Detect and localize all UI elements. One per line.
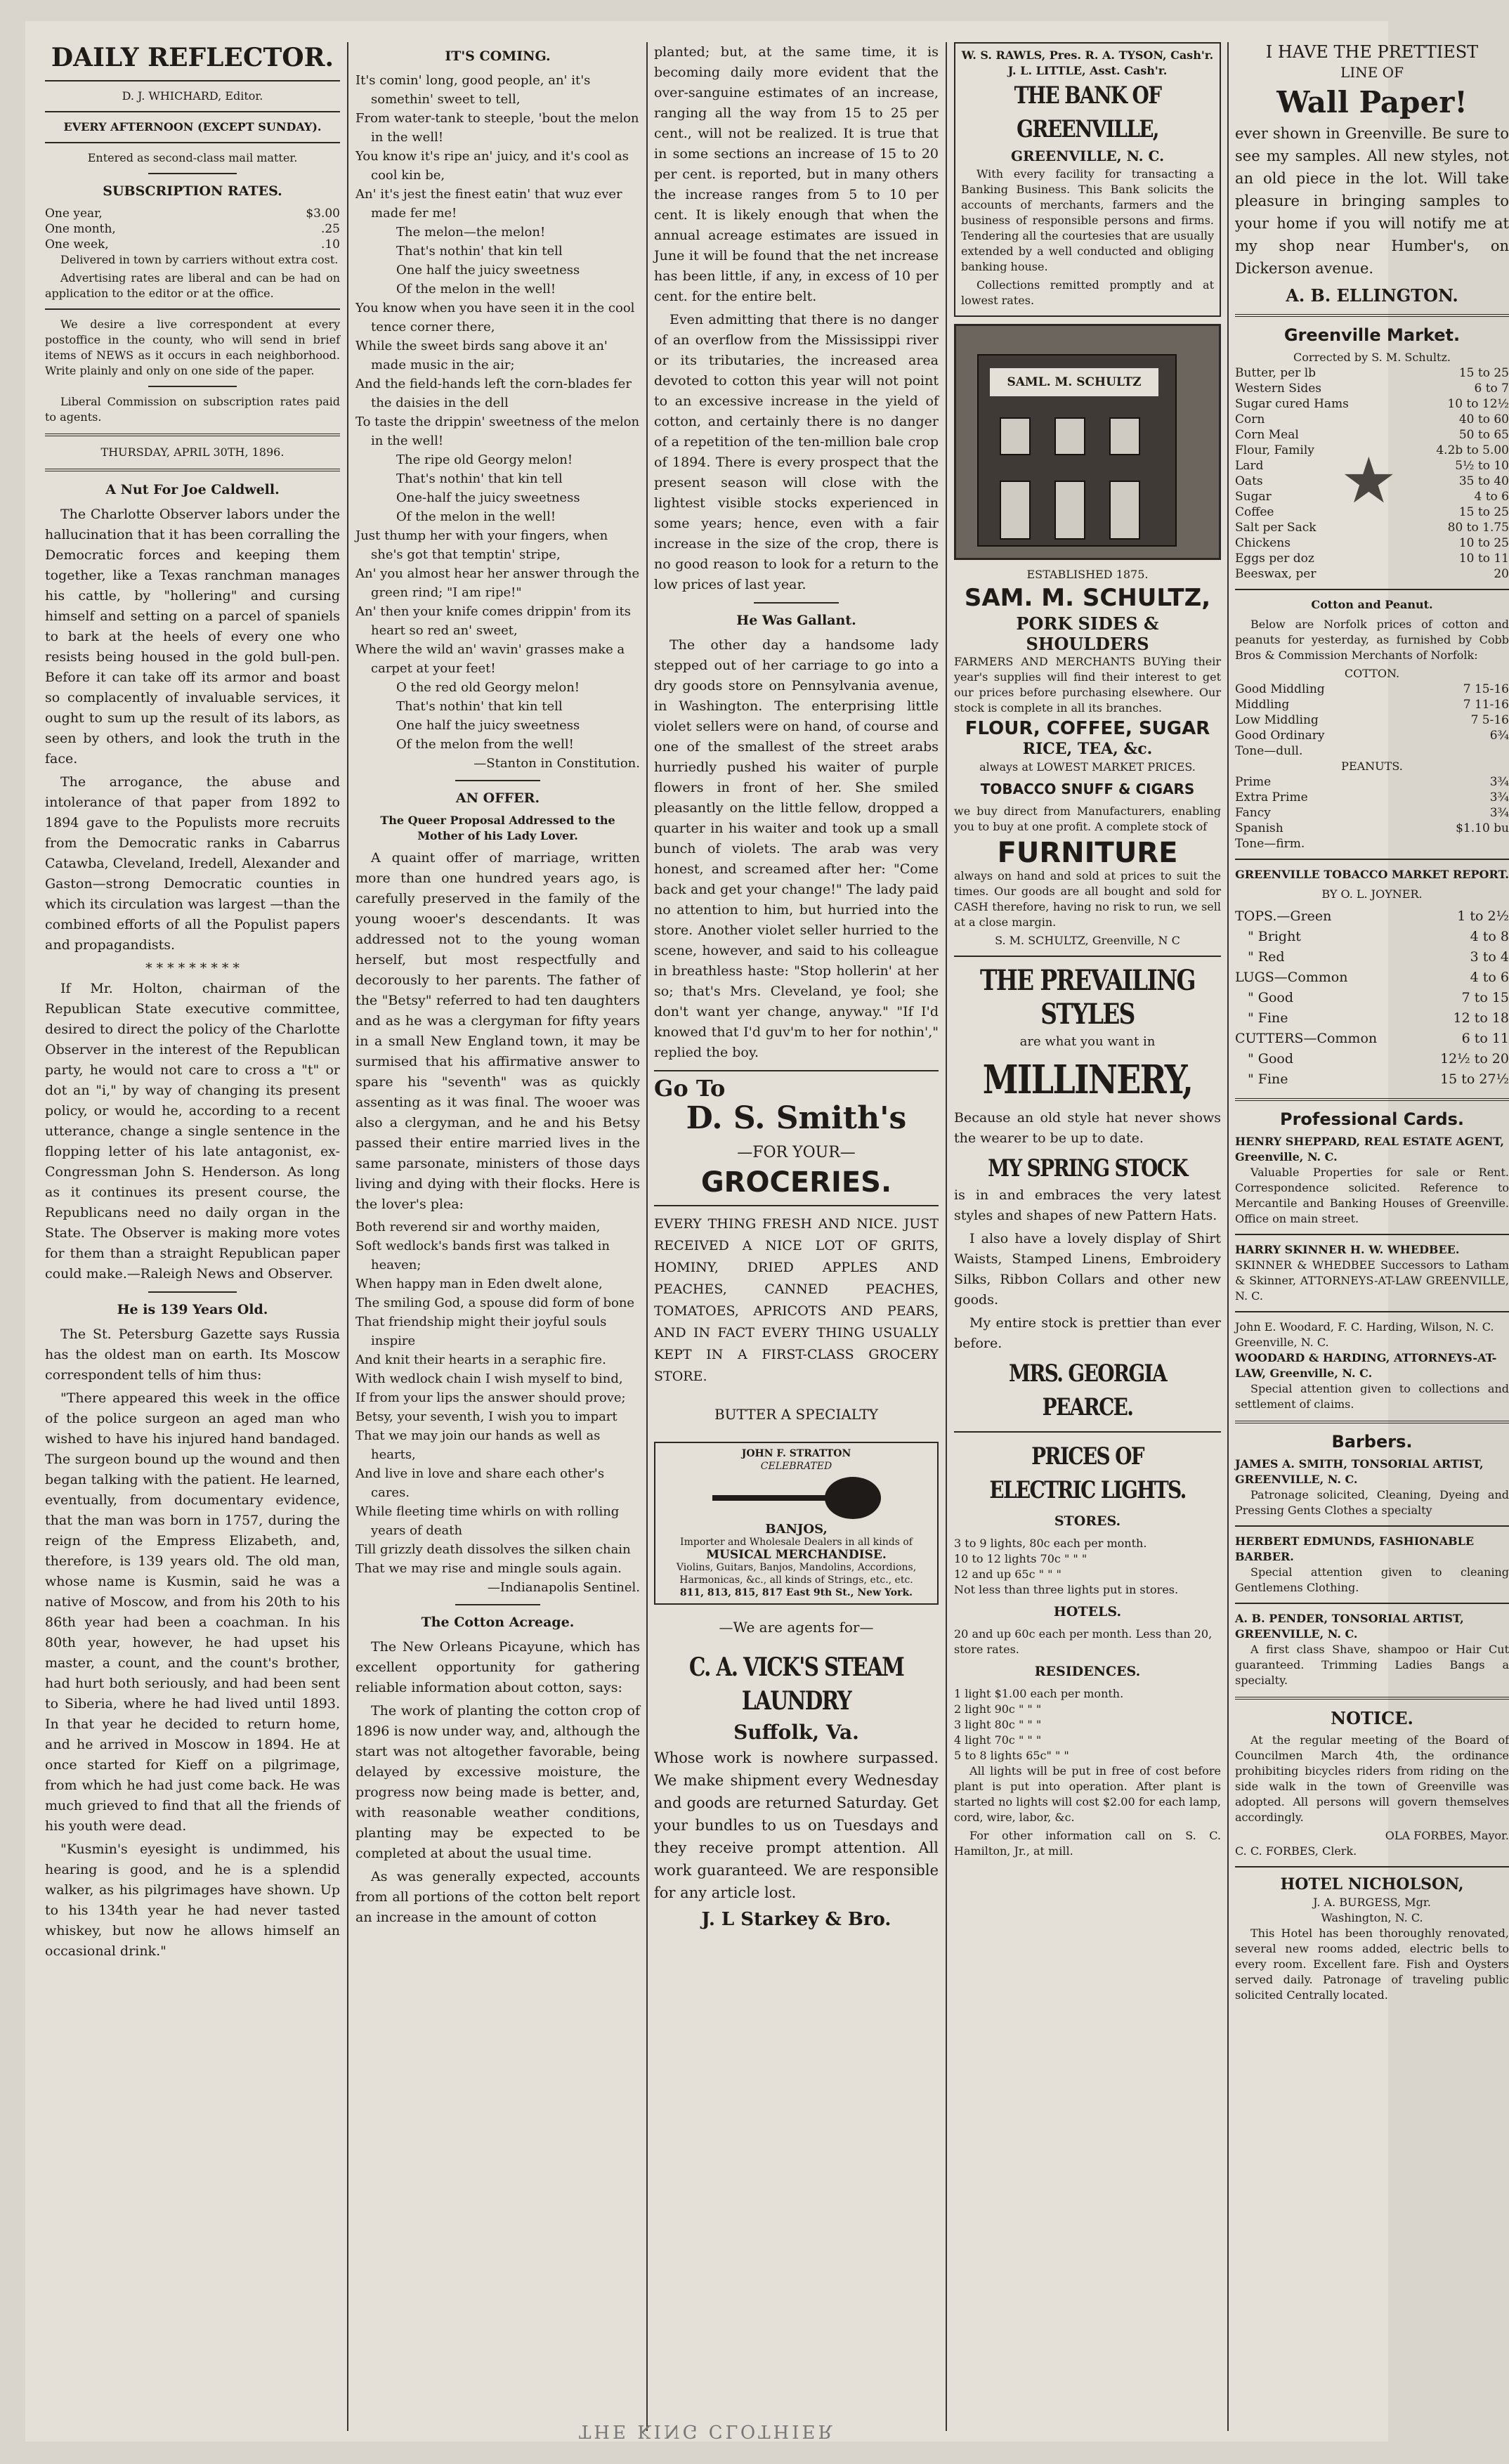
column-rule [1227, 42, 1229, 2431]
article-paragraph: Even admitting that there is no danger of an overflow from the Mississippi river or its tributaries, the increased area devoted to cotton this year will not point to an excessive increase in the yield of cotton, and certainly there is no danger of a repetition of the ten-million bale crop of 1894. There is every prospect that the present season will close with the lightest visible stocks experienced in some years; hence, even with a fair increase in the size of the crop, there is no good reason to look for a return to the low prices of last year. [654, 312, 939, 592]
article-paragraph: "There appeared this week in the office of the police surgeon an aged man who wished to have his injured hand bandaged. The surgeon bound up the wound and then began talking with the patient. He learned, eventually, from documentary evidence, that the man was born in 1757, during the reign of the Empress Elizabeth, and, therefore, is 139 years old. The old man, whose name is Kusmin, said he was a native of Moscow, and from his 20th to his 86th year had been a coachman. In his 80th year, however, he had upset his master, a count, and the count's brother, had hurt both seriously, and had been sent to Siberia, where he had lived until 1893. In that year he decided to return home, and he arrived in Moscow in 1894. He at once started for Kieff on a pilgrimage, from which he had just come back. He was much grieved to find that all the friends of his youth were dead. [45, 1390, 340, 1834]
display-text: I also have a lovely display of Shirt Waists, Stamped Linens, Embroidery Silks, Ribbon Collars and other new goods. [954, 1231, 1221, 1308]
edmunds-card: HERBERT EDMUNDS, FASHIONABLE BARBER. [1235, 1534, 1475, 1563]
table-row: Extra Prime 3¾ [1235, 790, 1509, 804]
res-line: 5 to 8 lights 65c" " " [954, 1749, 1069, 1762]
prof-cards-title: Professional Cards. [1279, 1109, 1464, 1129]
article-paragraph: A quaint offer of marriage, written more than one hundred years ago, is carefully preserved in the family of the young wooer's descendants. It was addressed not to the young woman herself, but most respectfully and decorously to her parents. The father of the "Betsy" referred to had ten daughters and as he was a clergyman for fifty years in a small New England town, it may be surmised that his affirmative answer to spare his "seventh" was as quickly assenting as it was final. The wooer was also a clergyman, and he and his Betsy passed their entire married lives in the same parsonate, ministers of those days living and dying with their flocks. Here is the lover's plea: [355, 850, 640, 1212]
table-row: Low Middling 7 5-16 [1235, 713, 1509, 727]
rate-row: One week, .10 [45, 237, 340, 252]
table-row: Eggs per doz 10 to 11 [1235, 552, 1509, 566]
schedule-line: EVERY AFTERNOON (EXCEPT SUNDAY). [63, 120, 322, 133]
table-row: LUGS—Common 4 to 6 [1235, 970, 1509, 985]
article-paragraph: As was generally expected, accounts from all portions of the cotton belt report an increase in the amount of cotton [355, 1869, 640, 1925]
article-paragraph: The other day a handsome lady stepped out of her carriage to go into a dry goods store on Pennsylvania avenue, in Washington. The enterprising little violet sellers were on hand, of course and one of the smallest of the street arabs hurriedly pushed his waiter of purple flowers in front of her. She smiled pleasantly on the little fellow, dropped a quarter in his waiter and took up a small bunch of violets. The arab was very honest, and screamed after her: "Come back and get your change!" The lady paid no attention to him, but hurried into the store. Another violet seller hurried to the scene, however, and said to his colleague in breathless haste: "Stop hollerin' at her so; that's Mrs. Cleveland, ye fool; she don't want yer change, anyway." "If I'd knowed that I'd guv'm to her for nothin'," replied the boy. [654, 637, 939, 1060]
article-paragraph: If Mr. Holton, chairman of the Republican State executive committee, desired to direct the policy of the Charlotte Observer in the interest of the Republican party, he would not care to cross a "t" or dot an "i," by way of changing its present policy, or would he, according to a recent utterance, change a single sentence in the flopping letter of his late antagonist, ex-Congressman John S. Henderson. As long as it continues its present course, the Republicans need no daily organ in the State. The Observer is making more votes for them than a straight Republican paper could make.—Raleigh News and Observer. [45, 981, 340, 1282]
cotton-heading: COTTON. [1344, 667, 1400, 680]
newspaper-page [25, 21, 1509, 2442]
bank-name: THE BANK OF GREENVILLE, [1014, 82, 1161, 143]
hotels-heading: HOTELS. [1053, 1604, 1122, 1619]
suffolk: Suffolk, Va. [733, 1721, 859, 1744]
ad-groceries: GROCERIES. [700, 1166, 892, 1199]
table-row: Butter, per lb 15 to 25 [1235, 366, 1509, 380]
entered-line: Entered as second-class mail matter. [87, 151, 298, 164]
pork-line: PORK SIDES & SHOULDERS [1016, 613, 1159, 654]
table-row: Sugar 4 to 6 [1235, 490, 1509, 504]
wallpaper-text: ever shown in Greenville. Be sure to see my samples. All new styles, not an old piece in the lot. Will take pleasure in bringing samples to your home if you will notify me at my shop near Humber's, on Dickerson avenue. [1235, 125, 1509, 277]
column-5 [1235, 42, 1509, 2438]
pender-text: A first class Shave, shampoo or Hair Cut guaranteed. Trimming Ladies Bangs a specialty. [1235, 1643, 1509, 1687]
sheppard-text: Valuable Properties for sale or Rent. Correspondence solicited. Reference to Mercantile and Banking Houses of Greenville. Office on main street. [1235, 1166, 1509, 1225]
clerk: C. C. FORBES, Clerk. [1235, 1844, 1357, 1858]
banjo-ad: JOHN F. STRATTON CELEBRATED BANJOS, Importer and Wholesale Dealers in all kinds of MUSICAL MERCHANDISE. Violins, Guitars, Banjos, Mandolins, Accordions, Harmonicas, &c., all kinds of Strings, etc., etc. 811, 813, 815, 817 East 9th St., New York. [654, 1442, 939, 1605]
peanuts-table [1235, 774, 1509, 852]
spring-heading: MY SPRING STOCK [988, 1154, 1187, 1182]
hotel-mgr: J. A. BURGESS, Mgr. [1313, 1896, 1431, 1909]
article-paragraph: planted; but, at the same time, it is becoming daily more evident that the over-sanguine estimates of an increase, ranging all the way from 15 to 25 per cent., will not be realized. It is true that in some sections an increase of 15 to 20 per cent. is reported, but in many others the increase ranges from 5 to 10 per cent. It is likely enough that when the annual acreage estimates are issued in June it will be found that the net increase has been little, if any, in excess of 10 per cent. for the entire belt. [654, 44, 939, 304]
issue-date: THURSDAY, APRIL 30TH, 1896. [100, 445, 285, 459]
res-text: All lights will be put in free of cost before plant is put into operation. After plant is started no lights will cost $2.00 for each lamp, cord, wire, labor, &c. [954, 1764, 1221, 1824]
butter-specialty: BUTTER A SPECIALTY [714, 1406, 879, 1423]
table-row: CUTTERS—Common 6 to 11 [1235, 1031, 1509, 1046]
column-rule [946, 42, 947, 2431]
poem-title: IT'S COMING. [445, 48, 551, 64]
table-row: Tone—dull. [1235, 744, 1303, 758]
liberal-text: Liberal Commission on subscription rates paid to agents. [45, 395, 340, 424]
article-title: He is 139 Years Old. [117, 1302, 268, 1317]
table-row: TOPS.—Green 1 to 2½ [1235, 908, 1509, 924]
article-title: AN OFFER. [455, 790, 540, 806]
schultz-text: FARMERS AND MERCHANTS BUYing their year's supplies will find their interest to get our prices before purchasing elsewhere. Our stock is complete in all its branches. [954, 655, 1221, 715]
notice-text: At the regular meeting of the Board of Councilmen March 4th, the ordinance prohibiting bicycles riders from riding on the side walk in the town of Greenville was adopted. All persons will govern themselves accordingly. [1235, 1733, 1509, 1824]
vick-laundry: C. A. VICK'S STEAM LAUNDRY [688, 1653, 904, 1716]
line-of: LINE OF [1340, 64, 1404, 81]
smith-card: JAMES A. SMITH, TONSORIAL ARTIST, GREENVILLE, N. C. [1235, 1457, 1484, 1486]
res-line: 2 light 90c " " " [954, 1702, 1042, 1716]
skinner-text: SKINNER & WHEDBEE Successors to Latham & Skinner, ATTORNEYS-AT-LAW GREENVILLE, N. C. [1235, 1258, 1509, 1303]
hotel-name: HOTEL NICHOLSON, [1280, 1875, 1464, 1893]
table-row: Corn Meal 50 to 65 [1235, 428, 1509, 442]
table-row: " Good 7 to 15 [1248, 990, 1509, 1005]
correspondent-text: We desire a live correspondent at every postoffice in the county, who will send in brief items of NEWS as it occurs in each neighborhood. Write plainly and only on one side of the paper. [45, 318, 340, 377]
article-subtitle: The Queer Proposal Addressed to the Mother of his Lady Lover. [380, 814, 615, 842]
poem: It's comin' long, good people, an' it's somethin' sweet to tell, From water-tank to steeple, 'bout the melon in the well! You know it's ripe an' juicy, and it's cool as cool kin be, An' it's jest the finest eatin' that wuz ever made fer me! The melon—the melon! That's nothin' that kin tell One half the juicy sweetness Of the melon in the well! You know when you have seen it in the cool tence corner there, While the sweet birds sang above it an' made music in the air; And the field-hands left the corn-blades fer the daisies in the dell To taste the drippin' sweetness of the melon in the well! The ripe old Georgy melon! That's nothin' that kin tell One-half the juicy sweetness Of the melon in the well! Just thump her with your fingers, when she's got that temptin' stripe, An' you almost hear her answer through the green rind; "I am ripe!" An' then your knife comes drippin' from its heart so red an' sweet, Where the wild an' wavin' grasses make a carpet at your feet! O the red old Georgy melon! That's nothin' that kin tell One half the juicy sweetness Of the melon from the well! —Stanton in Constitution. [355, 73, 640, 771]
table-row: " Red 3 to 4 [1248, 949, 1509, 965]
delivered-text: Delivered in town by carriers without extra cost. [60, 253, 339, 266]
table-row: Good Ordinary 6¾ [1235, 729, 1509, 743]
starkey: J. L Starkey & Bro. [701, 1909, 891, 1930]
woodard-text: Special attention given to collections and settlement of claims. [1235, 1382, 1509, 1411]
ellington: A. B. ELLINGTON. [1286, 285, 1458, 306]
table-row: Western Sides 6 to 7 [1235, 382, 1509, 396]
hotel-city: Washington, N. C. [1321, 1911, 1423, 1924]
table-row: Beeswax, per 20 [1235, 567, 1509, 581]
table-row: Lard 5½ to 10 [1235, 459, 1509, 473]
established: ESTABLISHED 1875. [1026, 568, 1149, 581]
stores-heading: STORES. [1054, 1513, 1121, 1529]
article-title: He Was Gallant. [736, 613, 856, 628]
bleed-through-text: THE KING CLOTHIER [578, 2420, 835, 2442]
market-title: Greenville Market. [1283, 325, 1461, 345]
table-row: Coffee 15 to 25 [1235, 505, 1509, 519]
store-sign: SAML. M. SCHULTZ [990, 368, 1158, 396]
schultz-sig: S. M. SCHULTZ, Greenville, N C [995, 934, 1180, 947]
woodard-card: John E. Woodard, F. C. Harding, Wilson, N. C. Greenville, N. C. [1235, 1320, 1494, 1349]
notice-title: NOTICE. [1331, 1708, 1413, 1728]
table-row: " Good 12½ to 20 [1248, 1051, 1509, 1067]
table-row: Oats 35 to 40 [1235, 474, 1509, 488]
article-paragraph: "Kusmin's eyesight is undimmed, his hearing is good, and he is a splendid walker, as his pilgrimages have shown. Up to his 134th year he had never tasted whiskey, but now he allows himself an occasional drink." [45, 1842, 340, 1959]
article-paragraph: The St. Petersburg Gazette says Russia has the oldest man on earth. Its Moscow correspondent tells of him thus: [45, 1326, 340, 1383]
hotel-text: This Hotel has been thoroughly renovated, several new rooms added, electric bells to every room. Excellent fare. Fish and Oysters served daily. Patronage of traveling public solicited Centrally located. [1235, 1927, 1509, 2002]
article-paragraph: The New Orleans Picayune, which has excellent opportunity for gathering reliable information about cotton, says: [355, 1639, 640, 1695]
pearce-name: MRS. GEORGIA PEARCE. [1009, 1360, 1166, 1421]
spring-text: is in and embraces the very latest styles and shapes of new Pattern Hats. [954, 1187, 1221, 1223]
table-row: Middling 7 11-16 [1235, 698, 1509, 712]
ad-for-your: —FOR YOUR— [737, 1144, 856, 1161]
stores-line: 12 and up 65c " " " [954, 1567, 1061, 1581]
editor-line: D. J. WHICHARD, Editor. [122, 89, 263, 103]
res-line: 1 light $1.00 each per month. [954, 1687, 1124, 1700]
schultz-name: SAM. M. SCHULTZ, [964, 584, 1211, 612]
electric-heading: PRICES OF ELECTRIC LIGHTS. [989, 1442, 1186, 1504]
millinery-heading: MILLINERY, [982, 1057, 1193, 1103]
article-title: A Nut For Joe Caldwell. [105, 482, 280, 497]
prettier-text: My entire stock is prettier than ever before. [954, 1315, 1221, 1351]
table-row: " Fine 15 to 27½ [1248, 1071, 1509, 1087]
cotton-table [1235, 682, 1509, 759]
rate-row: One year, $3.00 [45, 207, 340, 221]
skinner-card: HARRY SKINNER H. W. WHEDBEE. [1235, 1243, 1460, 1256]
lover-poem: Both reverend sir and worthy maiden, Soft wedlock's bands first was talked in heaven; When happy man in Eden dwelt alone, The smiling God, a spouse did form of bone That friendship might their joyful souls inspire And knit their hearts in a seraphic fire. With wedlock chain I wish myself to bind, If from your lips the answer should prove; Betsy, your seventh, I wish you to impart That we may join our hands as well as hearts, And live in love and share each other's cares. While fleeting time whirls on with rolling years of death Till grizzly death dissolves the silken chain That we may rise and mingle souls again. —Indianapolis Sentinel. [355, 1220, 640, 1595]
star-icon: ★ [1340, 444, 1397, 518]
ad-goto: Go To [654, 1075, 726, 1102]
barbers-title: Barbers. [1331, 1432, 1413, 1452]
woodard-name: WOODARD & HARDING, ATTORNEYS-AT-LAW, Greenville, N. C. [1235, 1351, 1497, 1380]
stars-divider: * * * * * * * * * [145, 960, 240, 976]
table-row: Corn 40 to 60 [1235, 412, 1509, 426]
masthead: DAILY REFLECTOR. [51, 43, 334, 72]
column-3 [654, 42, 939, 2438]
table-row: " Bright 4 to 8 [1248, 929, 1509, 944]
peanuts-heading: PEANUTS. [1341, 760, 1403, 773]
banjo-icon [705, 1477, 888, 1519]
buy-direct: we buy direct from Manufacturers, enabling you to buy at one profit. A complete stock of [954, 804, 1221, 833]
styles-heading: THE PREVAILING STYLES [980, 964, 1195, 1031]
wallpaper-heading: Wall Paper! [1276, 85, 1468, 119]
laundry-text: Whose work is nowhere surpassed. We make shipment every Wednesday and goods are returned Saturday. Get your bundles to us on Tuesdays and they receive prompt attention. All work guaranteed. We are responsible for any article lost. [654, 1749, 939, 1901]
cotton-intro: Below are Norfolk prices of cotton and peanuts for yesterday, as furnished by Cobb Bros & Commission Merchants of Norfolk: [1235, 618, 1509, 662]
market-table-wrap [1235, 365, 1509, 582]
stores-line: 10 to 12 lights 70c " " " [954, 1552, 1087, 1565]
store-illustration [954, 324, 1221, 560]
table-row: Flour, Family 4.2b to 5.00 [1235, 443, 1509, 457]
old-style: Because an old style hat never shows the wearer to be up to date. [954, 1110, 1221, 1146]
tobacco-table [1235, 906, 1509, 1090]
table-row: Prime 3¾ [1235, 775, 1509, 789]
market-by: Corrected by S. M. Schultz. [1293, 351, 1451, 364]
residences-heading: RESIDENCES. [1034, 1664, 1141, 1679]
table-row: Chickens 10 to 25 [1235, 536, 1509, 550]
table-row: Fancy 3¾ [1235, 806, 1509, 820]
stores-line: Not less than three lights put in stores. [954, 1583, 1179, 1596]
column-1 [45, 42, 340, 2438]
tobacco-line: TOBACCO SNUFF & CIGARS [980, 781, 1195, 797]
tobacco-title: GREENVILLE TOBACCO MARKET REPORT. [1235, 868, 1509, 881]
pender-card: A. B. PENDER, TONSORIAL ARTIST, GREENVILLE, N. C. [1235, 1612, 1464, 1641]
edmunds-text: Special attention given to cleaning Gentlemens Clothing. [1235, 1565, 1509, 1594]
column-4 [954, 42, 1221, 2438]
hotels-line: 20 and up 60c each per month. Less than 20, store rates. [954, 1627, 1213, 1656]
table-row: Sugar cured Hams 10 to 12½ [1235, 397, 1509, 411]
res-info: For other information call on S. C. Hamilton, Jr., at mill. [954, 1829, 1221, 1858]
agents-line: —We are agents for— [719, 1619, 874, 1636]
sheppard-card: HENRY SHEPPARD, REAL ESTATE AGENT, Greenville, N. C. [1235, 1135, 1504, 1163]
article-paragraph: The arrogance, the abuse and intolerance of that paper from 1892 to 1894 gave to the Populists more recruits from the Democratic ranks in Cabarrus Catawba, Cleveland, Iredell, Alexander and Gaston—strong Democratic counties in which its circulation was largest —than the combined efforts of all the Populist papers and propagandists. [45, 774, 340, 953]
cotton-title: Cotton and Peanut. [1311, 598, 1433, 611]
rice-line: RICE, TEA, &c. [1022, 740, 1153, 758]
rates-list [45, 206, 340, 252]
mayor: OLA FORBES, Mayor. [1385, 1829, 1509, 1842]
article-paragraph: The work of planting the cotton crop of 1896 is now under way, and, although the start was not altogether favorable, being delayed by excessive moisture, the progress now being made is better, and, with reasonable weather conditions, planting may be expected to be completed at about the usual time. [355, 1703, 640, 1861]
rate-row: One month, .25 [45, 222, 340, 236]
bank-ad: W. S. RAWLS, Pres. R. A. TYSON, Cash'r. J. L. LITTLE, Asst. Cash'r. THE BANK OF GREENVILLE, GREENVILLE, N. C. With every facility for transacting a Banking Business. This Bank solicits the accounts of merchants, farmers and the business of responsible persons and firms. Tendering all the courtesies that are usually extended by a well conducted and obliging banking house. Collections remitted promptly and at lowest rates. [954, 42, 1221, 317]
column-rule [646, 42, 648, 2431]
table-row: Spanish $1.10 bu [1235, 821, 1509, 835]
table-row: Salt per Sack 80 to 1.75 [1235, 521, 1509, 535]
lowest-line: always at LOWEST MARKET PRICES. [979, 760, 1196, 774]
table-row: " Fine 12 to 18 [1248, 1010, 1509, 1026]
prettiest: I HAVE THE PRETTIEST [1265, 42, 1479, 62]
furniture-text: always on hand and sold at prices to suit the times. Our goods are all bought and sold for CASH therefore, having no risk to run, we sell at a close margin. [954, 869, 1221, 929]
stores-line: 3 to 9 lights, 80c each per month. [954, 1537, 1147, 1550]
furniture-line: FURNITURE [997, 837, 1178, 869]
tobacco-by: BY O. L. JOYNER. [1321, 887, 1423, 901]
res-line: 4 light 70c " " " [954, 1733, 1042, 1747]
smith-text: Patronage solicited, Cleaning, Dyeing and Pressing Gents Clothes a specialty [1235, 1488, 1509, 1517]
article-title: The Cotton Acreage. [421, 1615, 575, 1630]
subscription-title: SUBSCRIPTION RATES. [103, 183, 282, 199]
ad-smith-name: D. S. Smith's [686, 1100, 907, 1136]
want-in: are what you want in [1019, 1034, 1156, 1049]
column-2 [355, 42, 640, 2438]
column-rule [347, 42, 348, 2431]
article-paragraph: The Charlotte Observer labors under the hallucination that it has been corralling the Democratic forces and keeping them together, like a Texas ranchman manages his cattle, by "hollering" and cursing himself and setting on a parcel of spaniels to bark at the heels of every one who resists being housed in the gold bull-pen. Before it can take off its armor and boast so complacently of invaluable services, it ought to sum up the result of its labors, as seen by others, and look the truth in the face. [45, 507, 340, 767]
advertising-text: Advertising rates are liberal and can be had on application to the editor or at the office. [45, 271, 340, 300]
table-row: Tone—firm. [1235, 837, 1305, 851]
table-row: Good Middling 7 15-16 [1235, 682, 1509, 696]
res-line: 3 light 80c " " " [954, 1718, 1042, 1731]
grocer-text: EVERY THING FRESH AND NICE. JUST RECEIVED A NICE LOT OF GRITS, HOMINY, DRIED APPLES AND PEACHES, CANNED PEACHES, TOMATOES, APRICOTS AND PEARS, AND IN FACT EVERY THING USUALLY KEPT IN A FIRST-CLASS GROCERY STORE. [654, 1216, 939, 1384]
flour-line: FLOUR, COFFEE, SUGAR [965, 718, 1210, 739]
